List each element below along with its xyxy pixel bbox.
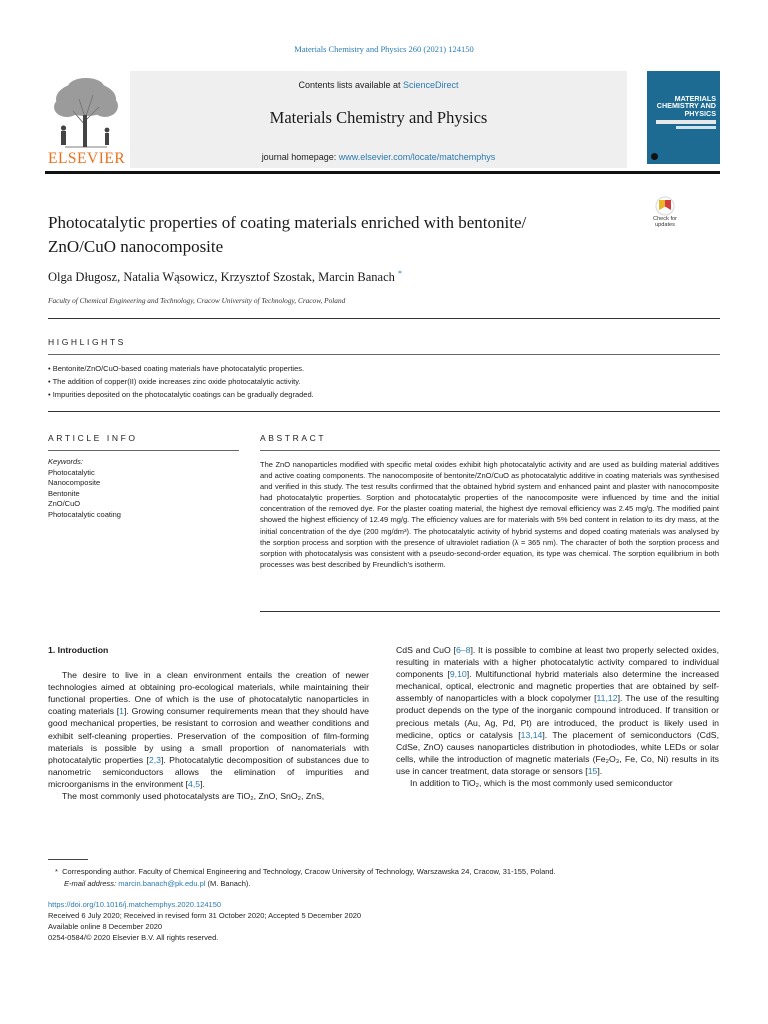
header-rule [45, 171, 720, 174]
contents-line: Contents lists available at ScienceDirect [298, 80, 459, 90]
cover-subtitle-bar [656, 120, 716, 124]
citation-link[interactable]: 11,12 [596, 693, 618, 704]
citation-link[interactable]: 15 [587, 765, 598, 776]
section-heading-introduction: 1. Introduction [48, 645, 109, 655]
citation-link[interactable]: 6–8 [455, 645, 471, 655]
body-column-left [48, 644, 369, 802]
keyword: Bentonite [48, 488, 80, 498]
article-info-heading: ARTICLE INFO [48, 433, 138, 443]
article-title: Photocatalytic properties of coating materials enriched with bentonite/ ZnO/CuO nanocomposite [48, 213, 527, 256]
abstract-heading: ABSTRACT [260, 433, 327, 443]
doi-link[interactable]: https://doi.org/10.1016/j.matchemphys.2020.124150 [48, 900, 222, 909]
publication-info [48, 899, 361, 943]
citation-link[interactable]: 2,3 [148, 754, 161, 765]
abstract-bottom-rule [260, 611, 720, 612]
highlights-bottom-rule [48, 411, 720, 412]
highlight-item: • Impurities deposited on the photocatalytic coatings can be gradually degraded. [48, 390, 314, 399]
citation-link[interactable]: 4,5 [188, 778, 201, 789]
corresponding-author-footnote: * Corresponding author. Faculty of Chemical Engineering and Technology, Cracow University of Technology, Warszawska 24, Cracow, 31-155, Poland. E-mail address: marcin.banach@pk.edu.pl (M. Banach). [55, 867, 556, 888]
cover-title: MATERIALS CHEMISTRY AND PHYSICS [656, 94, 716, 118]
journal-homepage-link[interactable]: www.elsevier.com/locate/matchemphys [338, 152, 496, 162]
highlights-top-rule [48, 318, 720, 319]
email-link[interactable]: marcin.banach@pk.edu.pl [118, 879, 206, 888]
available-online: Available online 8 December 2020 [48, 922, 163, 931]
body-paragraph: CdS and CuO [6–8]. It is possible to combine at least two properly selected oxides, resulting in materials with a higher photocatalytic activity compared to individual components [9,10]. Multifunctional hybrid materials also determine the increased mechanical, optical, electronic and magnetic properties that are obtained by self-assembly of nanoparticles with a block copolymer [11,12]. The use of the resulting product depends on the type of the inorganic compound introduced. If transition or precious metals (Au, Ag, Pd, Pt) are introduced, the product is likely used in medicine, optics or catalysis [13,14]. The placement of semiconductors (CdS, CdSe, ZnO) causes nanoparticles distribution in photodiodes, white LEDs or solar cells, while the introduction of magnetic materials (Fe₂O₃, Fe, Co, Ni) results in its use in cancer treatment, data storage or sensors [15]. [396, 645, 720, 776]
body-column-right [396, 644, 719, 789]
keywords-block [48, 457, 121, 520]
sciencedirect-link[interactable]: ScienceDirect [403, 80, 459, 90]
publisher-wordmark: ELSEVIER [48, 150, 126, 167]
crossmark-icon [646, 196, 684, 216]
journal-name: Materials Chemistry and Physics [269, 108, 488, 127]
highlights-list [48, 362, 718, 401]
body-paragraph: The desire to live in a clean environment entails the creation of newer technologies aimed at obtaining pro-ecological materials, while maintaining their functional properties. One of which is the use of photocatalytic nanoparticles in coating materials [1]. Growing consumer requirements mean that they should have good mechanical properties, be resistant to corrosion and weather conditions and exhibit self-cleaning properties. Preservation of the composition of film-forming materials is possible by using a small proportion of nanomaterials with photocatalytic properties [2,3]. Photocatalytic decomposition of substances due to nanometric semiconductors allows the elimination of impurities and microorganisms in the environment [4,5]. [48, 670, 369, 789]
keyword: ZnO/CuO [48, 499, 81, 508]
copyright-line: 0254-0584/© 2020 Elsevier B.V. All rights reserved. [48, 933, 219, 942]
keywords-label: Keywords: [48, 457, 84, 466]
author-list: Olga Długosz, Natalia Wąsowicz, Krzysztof Szostak, Marcin Banach * [48, 269, 403, 285]
highlights-heading: HIGHLIGHTS [48, 337, 126, 347]
abstract-rule [260, 450, 720, 451]
abstract-text: The ZnO nanoparticles modified with specific metal oxides exhibit high photocatalytic activity and are used as building material additives and active coating components. The nanocomposite of bentonite/ZnO/CuO as photocatalytic additive in coating materials was synthesised and verified in this study. The test results confirmed that the obtained hybrid system and enhanced paint and plaster with nanocomposite had photocatalytic properties. Sorption and photocatalytic properties of the nanocomposite were influenced by time and the initial concentration of the removed dye. For the plaster coating material, the highest dye removal efficiency was 2.45 mg/g. The modified paint showed the highest efficiency of 12.49 mg/g. The efficiency values are for materials with 5% bed content in relation to its dry mass, at the initial concentration of the dye (200 mg/dm³). The photocatalytic activity of hybrid systems and doped coating materials was analysed by the sorption process and sorption with the presence of ultraviolet radiation (λ = 365 nm). The character of both the sorption process and sorption with photocatalysis was consistent with a pseudo-second-order equation, its type was chemical. The sorption equilibrium in both processes was best described by Freundlich's isotherm. [260, 460, 719, 569]
highlight-item: • Bentonite/ZnO/CuO-based coating materials have photocatalytic properties. [48, 364, 305, 373]
journal-homepage-line: journal homepage: www.elsevier.com/locate/matchemphys [261, 152, 496, 162]
keyword: Photocatalytic coating [48, 509, 121, 519]
running-head[interactable]: Materials Chemistry and Physics 260 (2021) 124150 [294, 44, 474, 54]
highlights-inner-rule [48, 354, 720, 355]
article-info-rule [48, 450, 239, 451]
footnote-rule [48, 859, 88, 860]
affiliation: Faculty of Chemical Engineering and Technology, Cracow University of Technology, Cracow, Poland [48, 296, 346, 305]
cover-subtitle-bar-2 [676, 126, 716, 129]
crossmark-label: Check for updates [653, 216, 677, 228]
received-dates: Received 6 July 2020; Received in revised form 31 October 2020; Accepted 5 December 2020 [48, 911, 362, 920]
corresponding-author-mark[interactable]: * [398, 269, 403, 278]
journal-cover-thumbnail[interactable] [647, 71, 720, 164]
highlight-item: • The addition of copper(II) oxide increases zinc oxide photocatalytic activity. [48, 377, 301, 386]
citation-link[interactable]: 13,14 [520, 729, 543, 740]
check-for-updates-badge[interactable] [646, 196, 684, 238]
keyword: Nanocomposite [48, 478, 101, 487]
body-paragraph: In addition to TiO₂, which is the most commonly used semiconductor [410, 778, 673, 789]
keyword: Photocatalytic [48, 467, 95, 477]
body-paragraph: The most commonly used photocatalysts are TiO₂, ZnO, SnO₂, ZnS, [62, 791, 325, 802]
cover-publisher-logo [651, 153, 658, 160]
citation-link[interactable]: 9,10 [449, 669, 467, 680]
citation-link[interactable]: 1 [119, 706, 124, 717]
